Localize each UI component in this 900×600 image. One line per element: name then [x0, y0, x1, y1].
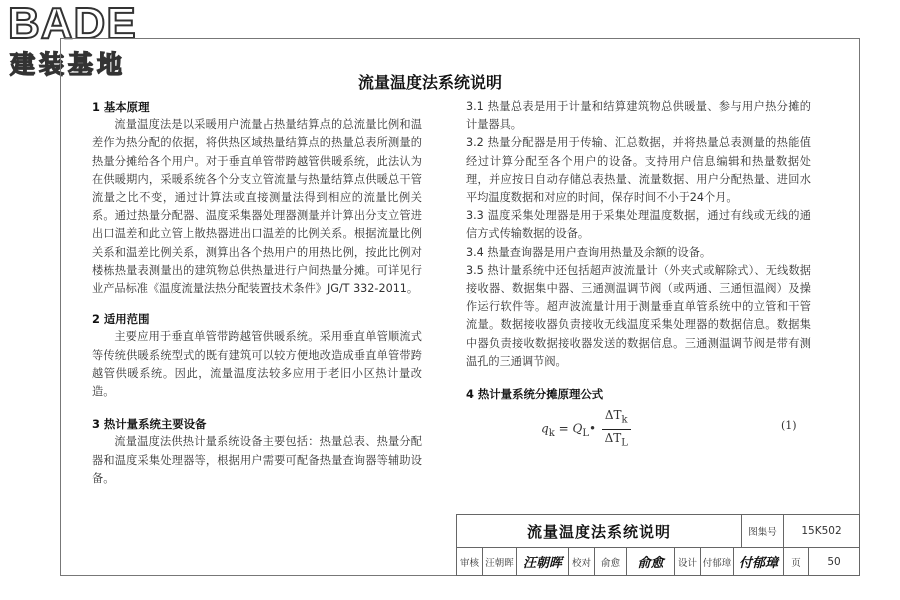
designer-name: 付郁璋: [701, 548, 734, 575]
item-3-2: 3.2 热量分配器是用于传输、汇总数据，并将热量总表测量的热能值经过计算分配至各个用户的设备。支持用户信息编辑和热量数据处理，并应按日自动存储总表热量、流量数据、用户分配热量、进回水平均温度数据和对应的时间，保存时间不小于24个月。: [466, 136, 811, 205]
page-title: 流量温度法系统说明: [357, 73, 502, 92]
checker-name: 俞愈: [595, 548, 627, 575]
item-3-4: 3.4 热量查询器是用户查询用热量及余额的设备。: [466, 245, 712, 259]
item-3-1: 3.1 热量总表是用于计量和结算建筑物总供暖量、参与用户热分摊的计量器具。: [466, 100, 811, 132]
formula-numerator-sub: k: [621, 414, 628, 426]
designer-signature: 付郁璋: [734, 548, 784, 575]
check-label: 校对: [569, 548, 595, 575]
formula-numerator: ΔT: [604, 408, 622, 423]
formula-total: Q: [572, 421, 583, 436]
formula-lhs: q: [541, 421, 549, 436]
formula-fraction: [602, 407, 631, 451]
section-2-text: 主要应用于垂直单管带跨越管供暖系统。采用垂直单管顺流式等传统供暖系统型式的既有建筑可以较方便地改造成垂直单管带跨越管供暖系统。因此，流量温度法较多应用于老旧小区热计量改造。: [92, 330, 422, 399]
reviewer-signature: 汪朝晖: [517, 548, 569, 575]
atlas-number-label: 图集号: [742, 515, 784, 548]
design-label: 设计: [675, 548, 701, 575]
item-3-3: 3.3 温度采集处理器是用于采集处理温度数据，通过有线或无线的通信方式传输数据的设备。: [466, 209, 811, 241]
review-label: 审核: [457, 548, 483, 575]
reviewer-name: 汪朝晖: [483, 548, 517, 575]
formula-number: (1): [781, 419, 797, 433]
section-3-heading: 3 热计量系统主要设备: [92, 417, 207, 432]
right-column: [466, 98, 811, 449]
atlas-number: 15K502: [784, 515, 859, 548]
checker-signature: 俞愈: [627, 548, 675, 575]
item-3-5: 3.5 热计量系统中还包括超声波流量计（外夹式或解除式）、无线数据接收器、数据集中器、三通测温调节阀（或两通、三通恒温阀）及操作运行软件等。超声波流量计用于测量垂直单管系统中的立管和干管流量。数据接收器负责接收无线温度采集处理器的数据信息。数据集中器负责接收数据接收器发送的数据信息。三通测温调节阀是带有测温孔的三通调节阀。: [466, 263, 811, 368]
brand-logo-subtitle: 建装基地: [10, 50, 127, 79]
titleblock-title: 流量温度法系统说明: [457, 515, 742, 548]
allocation-formula: [466, 403, 811, 449]
title-block: [456, 514, 860, 576]
section-1-text: 流量温度法是以采暖用户流量占热量结算点的总流量比例和温差作为热分配的依据，将供热区域热量结算点的热量总表所测量的热量分摊给各个用户。对于垂直单管带跨越管供暖系统，此法认为在供暖期内，采暖系统各个分支立管流量与热量结算点供暖总干管流量之比不变，通过计算法或直接测量法得到相应的流量比例关系。通过热量分配器、温度采集器处理器测量并计算出分支立管进出口温差和此立管上散热器进出口温差的比例关系。根据流量比例关系和温差比例关系，测算出各个热用户的用热比例，按此比例对楼栋热量表测量出的建筑物总供热量进行户间热量分摊。可详见行业产品标准《温度流量法热分配装置技术条件》JG/T 332-2011。: [92, 118, 422, 296]
section-4-heading: 4 热计量系统分摊原理公式: [466, 387, 604, 402]
page-number: 50: [827, 555, 841, 568]
formula-total-sub: L: [582, 428, 589, 440]
left-column: [92, 98, 422, 488]
formula-denominator: ΔT: [604, 430, 622, 445]
formula-equals: =: [558, 421, 569, 436]
formula-dot: •: [588, 421, 597, 436]
formula-denominator-sub: L: [621, 437, 628, 449]
page-label: 页: [784, 548, 809, 575]
brand-logo: BADE: [8, 0, 137, 48]
formula-lhs-sub: k: [548, 428, 555, 440]
section-1-heading: 1 基本原理: [92, 100, 150, 114]
section-3-text: 流量温度法供热计量系统设备主要包括：热量总表、热量分配器和温度采集处理器等，根据用户需要可配备热量查询器等辅助设备。: [92, 435, 422, 485]
section-2-heading: 2 适用范围: [92, 312, 150, 327]
